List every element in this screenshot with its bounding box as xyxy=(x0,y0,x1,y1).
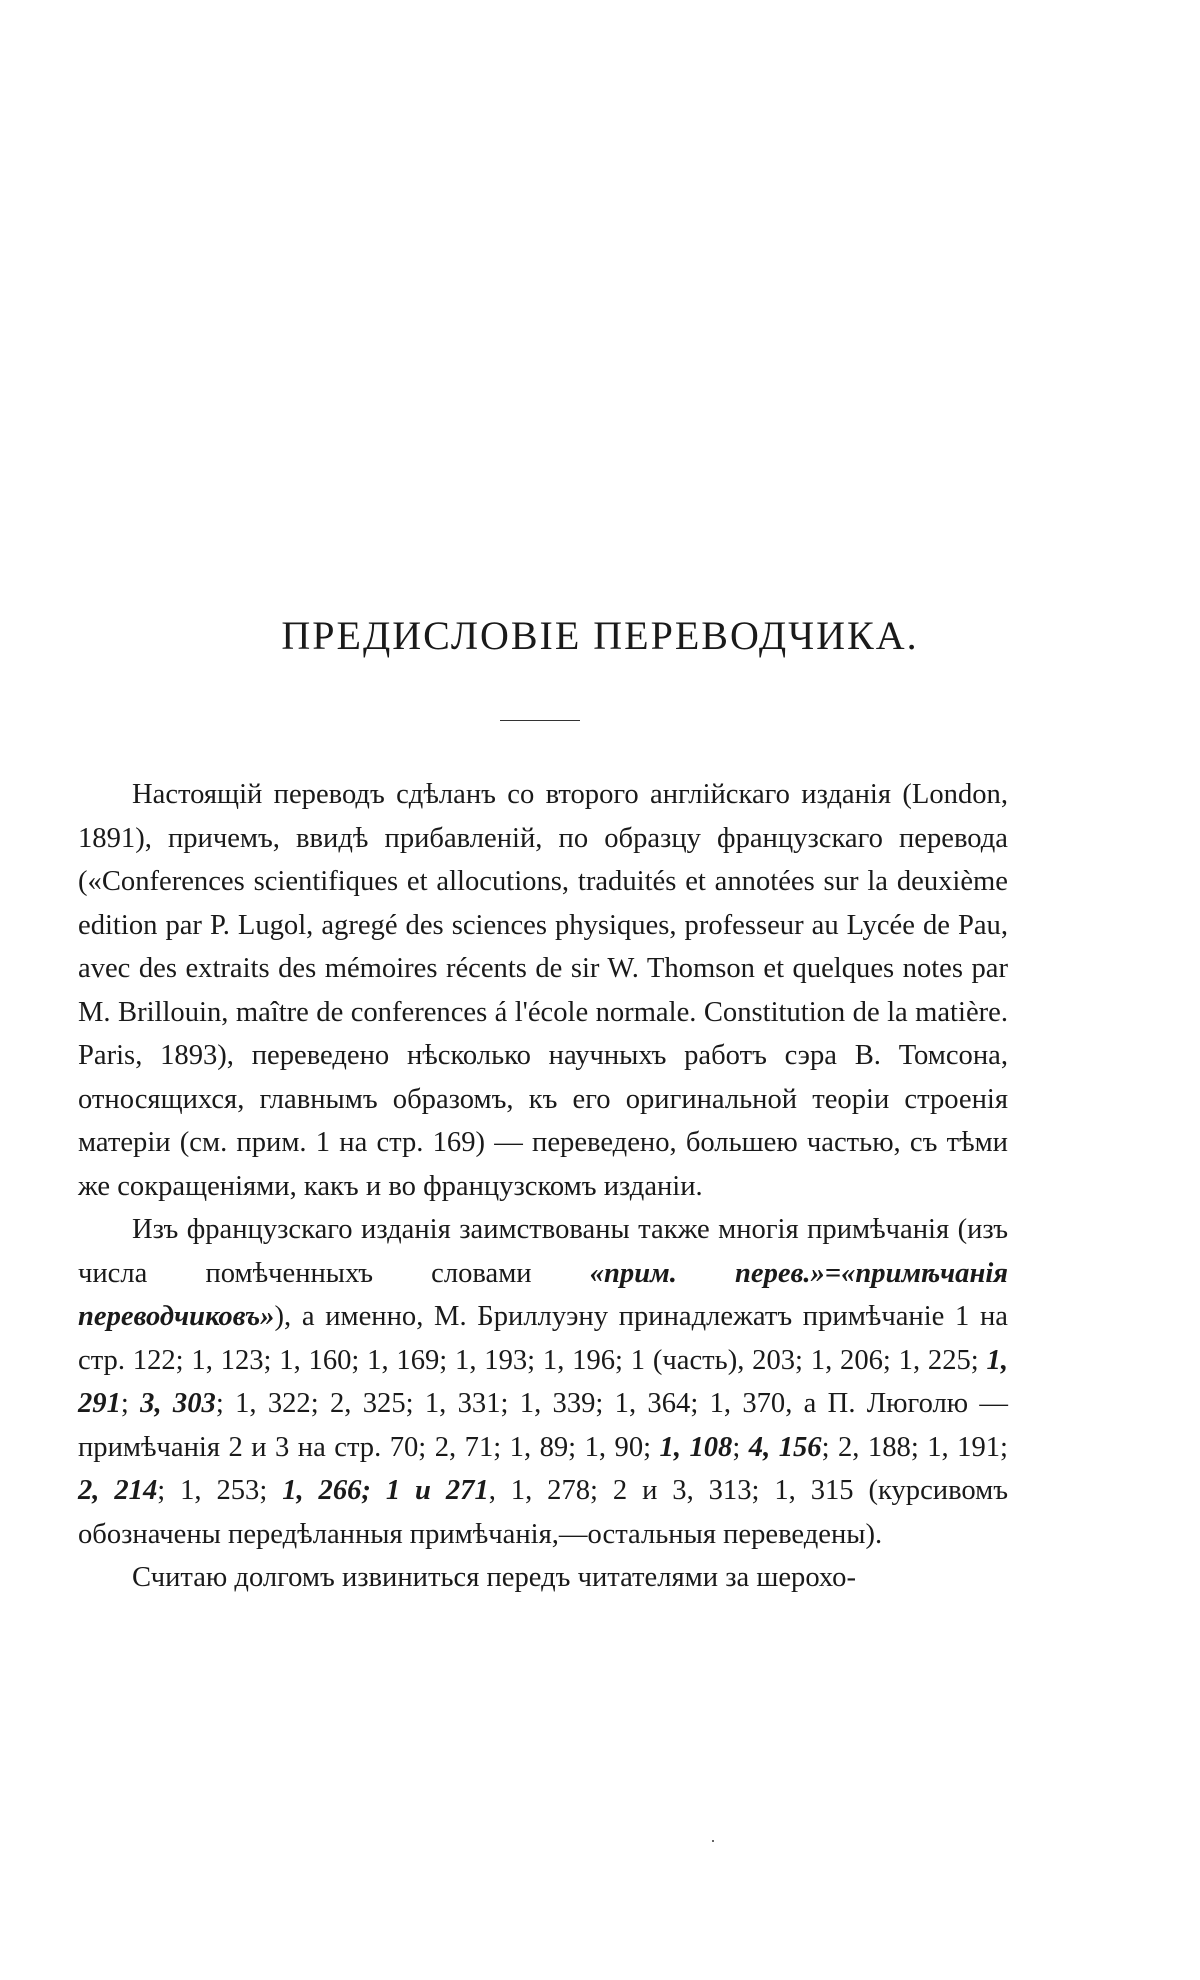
italic-run: 1, 291 xyxy=(78,1344,1008,1419)
italic-run: «прим. перев.»=«примѣчанія переводчиковъ» xyxy=(78,1257,1008,1332)
italic-run: 1, 108 xyxy=(659,1431,733,1463)
paragraph xyxy=(78,1208,1008,1556)
text-run: Изъ французскаго изданія заимствованы также многія примѣчанія (изъ числа помѣченныхъ словами xyxy=(78,1214,1008,1289)
paragraph xyxy=(78,1556,1008,1600)
title-divider xyxy=(500,720,580,721)
preface-body xyxy=(78,773,1008,1600)
italic-run: 3, 303 xyxy=(140,1388,216,1419)
text-run: ; 1, 253; xyxy=(157,1475,283,1506)
italic-run: 4, 156 xyxy=(748,1431,822,1463)
text-run: ; xyxy=(120,1388,141,1419)
paragraph xyxy=(78,773,1008,1208)
text-run: Считаю долгомъ извиниться передъ читателями за шерохо- xyxy=(132,1562,856,1593)
text-run: ; 1, 322; 2, 325; 1, 331; 1, 339; 1, 364; 1, 370, а П. Люголю —примѣчанія 2 и 3 на стр. 70; 2, 71; 1, 89; 1, 90; xyxy=(78,1388,1009,1463)
text-run: ; xyxy=(732,1431,749,1463)
ink-speck xyxy=(712,1840,714,1842)
text-run: , 1, 278; 2 и 3, 313; 1, 315 (курсивомъ обозначены передѣланныя примѣчанія,—остальныя переведены). xyxy=(78,1475,1009,1550)
italic-run: 2, 214 xyxy=(78,1475,158,1506)
italic-run: 1, 266; 1 и 271 xyxy=(282,1475,489,1506)
text-run: Настоящій переводъ сдѣланъ со второго англійскаго изданія (London, 1891), причемъ, ввидѣ прибавленій, по образцу французскаго перевода («Conferences scientifiques et allocutions, traduités et annotées sur la deuxième edition par P. Lugol, agregé des sciences physiques, professeur au Lycée de Pau, avec des extraits des mémoires récents de sir W. Thomson et quelques notes par M. Brillouin, maître de conferences á l'école normale. Constitution de la matière. Paris, 1893), переведено нѣсколько научныхъ работъ сэра В. Томсона, относящихся, главнымъ образомъ, къ его оригинальной теоріи строенія матеріи (см. прим. 1 на стр. 169) — переведено, большею частью, съ тѣми же сокращеніями, какъ и во французскомъ изданіи. xyxy=(78,779,1008,1202)
text-run: ; 2, 188; 1, 191; xyxy=(821,1431,1009,1463)
text-run: ), а именно, М. Бриллуэну принадлежатъ примѣчаніе 1 на стр. 122; 1, 123; 1, 160; 1, 169; 1, 193; 1, 196; 1 (часть), 203; 1, 206; 1, 225; xyxy=(78,1301,1008,1376)
page-title: ПРЕДИСЛОВІЕ ПЕРЕВОДЧИКА. xyxy=(281,613,919,658)
